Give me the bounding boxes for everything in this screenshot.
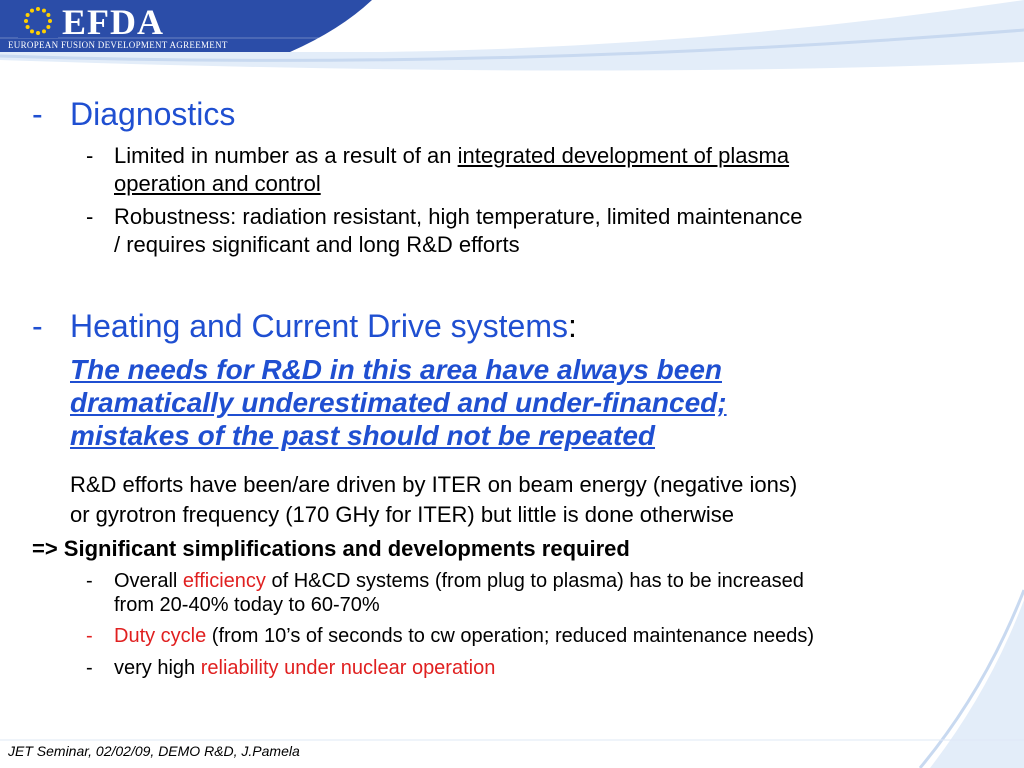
heating-heading [70, 308, 577, 344]
emphasis-line-2: dramatically underestimated and under-financed; [70, 387, 727, 418]
conclusion-line: => Significant simplifications and developments required [32, 536, 630, 561]
footer-text: JET Seminar, 02/02/09, DEMO R&D, J.Pamela [8, 743, 300, 759]
emphasis-line-3: mistakes of the past should not be repeated [70, 420, 656, 451]
emphasis-line-1: The needs for R&D in this area have always been [70, 354, 722, 385]
requirement-3-before: very high [114, 657, 201, 679]
heating-dash: - [32, 308, 43, 344]
diagnostics-item-2-line-1: Robustness: radiation resistant, high temperature, limited maintenance [114, 204, 803, 229]
requirement-2-after: (from 10’s of seconds to cw operation; reduced maintenance needs) [206, 625, 815, 647]
requirement-1-before: Overall [114, 570, 183, 592]
requirement-1-line-1 [114, 569, 804, 593]
efda-logo-text: EFDA [62, 2, 164, 42]
diagnostics-item-1-underlined-a: integrated development of plasma [457, 143, 790, 168]
diagnostics-item-1-underlined-b: operation and control [114, 171, 321, 196]
requirement-3-highlight: reliability under nuclear operation [200, 657, 496, 679]
diagnostics-dash: - [32, 96, 43, 132]
heating-paragraph-line-1: R&D efforts have been/are driven by ITER on beam energy (negative ions) [70, 472, 798, 497]
diagnostics-item-1-dash: - [86, 143, 94, 168]
requirement-1-highlight: efficiency [182, 570, 266, 592]
diagnostics-item-2-line-2: / requires significant and long R&D efforts [114, 232, 520, 257]
efda-logo-subtitle: EUROPEAN FUSION DEVELOPMENT AGREEMENT [8, 40, 228, 50]
requirement-3-line [114, 656, 495, 680]
requirement-1-dash: - [86, 570, 93, 592]
requirement-1-after: of H&CD systems (from plug to plasma) has to be increased [265, 570, 804, 592]
requirement-2-highlight: Duty cycle [114, 625, 207, 647]
diagnostics-item-1-line-1 [114, 142, 789, 170]
heating-title: Heating and Current Drive systems [70, 308, 568, 344]
requirement-2-dash: - [86, 625, 93, 647]
diagnostics-heading: Diagnostics [70, 96, 236, 132]
diagnostics-item-2-dash: - [86, 204, 94, 229]
diagnostics-item-1-text: Limited in number as a result of an [114, 143, 458, 168]
requirement-2-line [114, 624, 814, 648]
heating-colon: : [567, 308, 577, 344]
requirement-3-dash: - [86, 657, 93, 679]
heating-paragraph-line-2: or gyrotron frequency (170 GHy for ITER) but little is done otherwise [70, 502, 734, 527]
requirement-1-line-2: from 20-40% today to 60-70% [114, 594, 380, 616]
